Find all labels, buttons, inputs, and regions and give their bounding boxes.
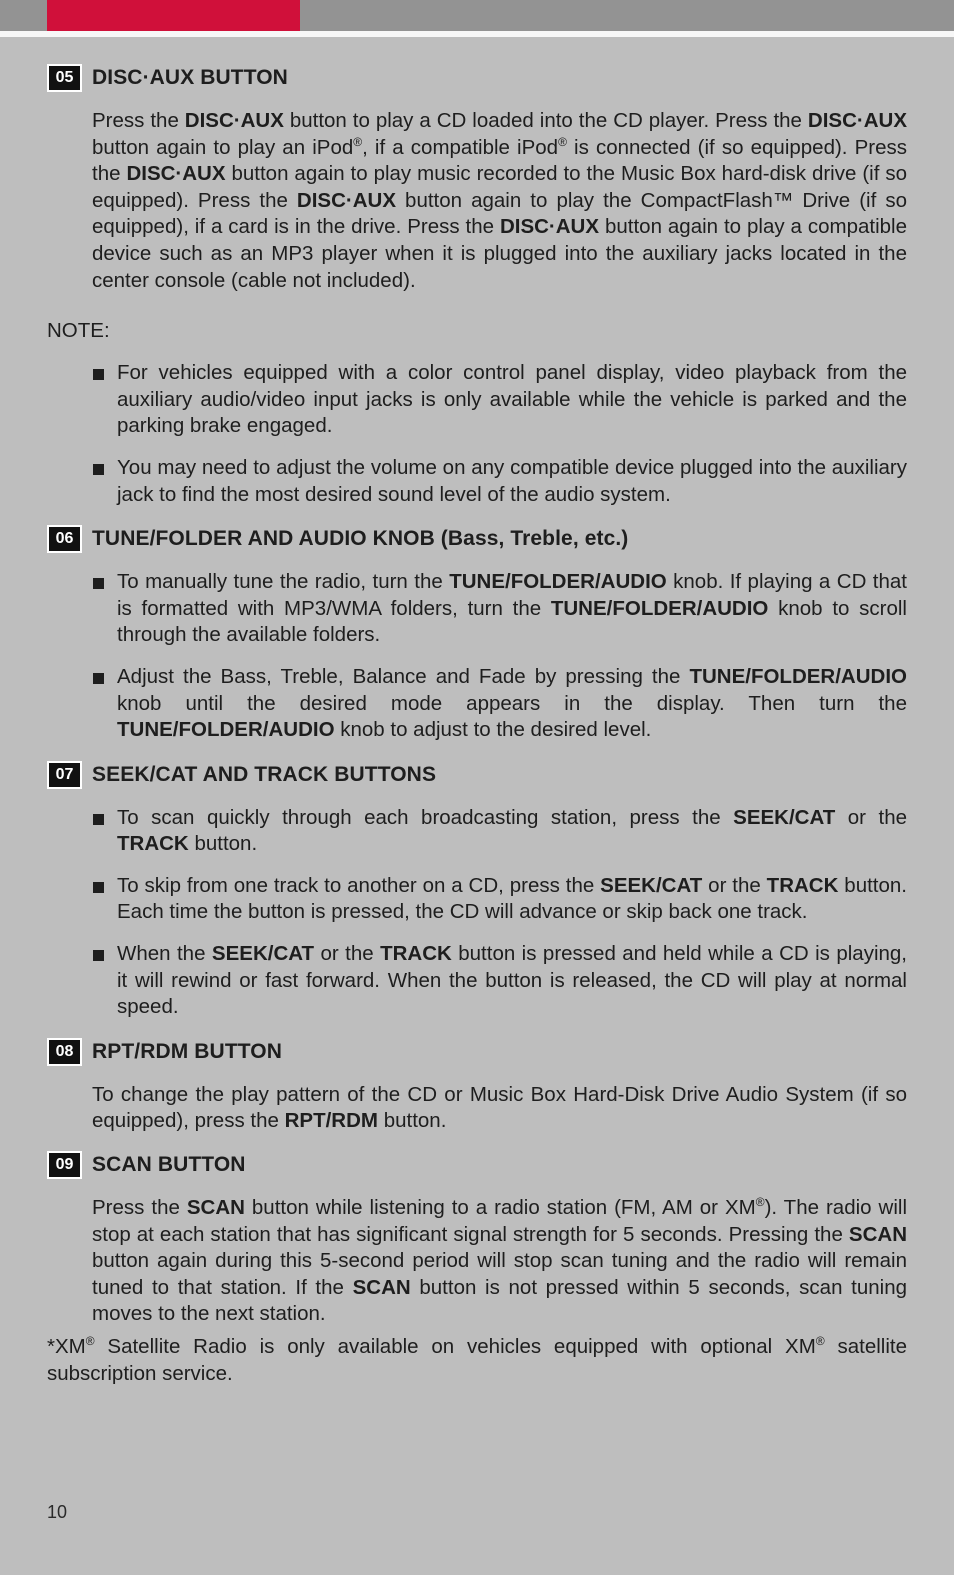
list-item: You may need to adjust the volume on any compatible device plugged into the auxiliary jack to find the most desired sound level of the audio system. — [92, 455, 907, 508]
bullet-list — [92, 805, 907, 1021]
section-heading — [47, 1036, 907, 1068]
footnote: *XM® Satellite Radio is only available on vehicles equipped with optional XM® satellite subscription service. — [47, 1334, 907, 1385]
section-title: SEEK/CAT AND TRACK BUTTONS — [92, 762, 437, 786]
section-rpt-rdm — [47, 1036, 907, 1135]
section-title: TUNE/FOLDER AND AUDIO KNOB (Bass, Treble, etc.) — [92, 527, 629, 551]
page-number: 10 — [47, 1502, 68, 1522]
section-paragraph: To change the play pattern of the CD or Music Box Hard-Disk Drive Audio System (if so equipped), press the RPT/RDM button. — [92, 1082, 907, 1133]
header-rule — [0, 31, 954, 37]
list-item: For vehicles equipped with a color control panel display, video playback from the auxiliary audio/video input jacks is only available while the vehicle is parked and the parking brake engaged. — [92, 360, 907, 440]
section-seek-cat-track — [47, 759, 907, 1021]
header-accent-block — [47, 0, 300, 31]
section-number-badge: 05 — [47, 64, 82, 92]
section-number-badge: 07 — [47, 761, 82, 789]
section-title: RPT/RDM BUTTON — [92, 1039, 282, 1063]
section-title: SCAN BUTTON — [92, 1153, 246, 1177]
section-heading — [47, 759, 907, 791]
header-bar — [0, 0, 954, 31]
section-scan — [47, 1149, 907, 1328]
section-heading — [47, 1149, 907, 1181]
section-paragraph: Press the DISC·AUX button to play a CD loaded into the CD player. Press the DISC·AUX button again to play an iPod®, if a compatible iPod® is connected (if so equipped). Press the DISC·AUX button again to play music recorded to the Music Box hard-disk drive (if so equipped). Press the DISC·AUX button again to play the CompactFlash™ Drive (if so equipped), if a card is in the drive. Press the DISC·AUX button again to play a compatible device such as an MP3 player when it is plugged into the auxiliary jacks located in the center console (cable not included). — [92, 109, 908, 292]
section-title: DISC·AUX BUTTON — [92, 66, 288, 89]
list-item: To skip from one track to another on a CD, press the SEEK/CAT or the TRACK button. Each time the button is pressed, the CD will advance or skip back one track. — [92, 873, 907, 926]
list-item: Adjust the Bass, Treble, Balance and Fade by pressing the TUNE/FOLDER/AUDIO knob until the desired mode appears in the display. Then turn the TUNE/FOLDER/AUDIO knob to adjust to the desired level. — [92, 664, 907, 744]
section-heading — [47, 523, 907, 555]
section-number-badge: 09 — [47, 1151, 82, 1179]
section-number-badge: 06 — [47, 525, 82, 553]
section-number-badge: 08 — [47, 1038, 82, 1066]
list-item: To scan quickly through each broadcasting station, press the SEEK/CAT or the TRACK button. — [92, 805, 907, 858]
note-list — [92, 360, 907, 508]
section-heading — [47, 62, 907, 94]
bullet-list — [92, 569, 907, 744]
section-tune-folder-audio-knob — [47, 523, 907, 744]
list-item: When the SEEK/CAT or the TRACK button is pressed and held while a CD is playing, it will rewind or fast forward. When the button is released, the CD will play at normal speed. — [92, 941, 907, 1021]
page-content — [47, 62, 907, 1387]
section-disc-aux — [47, 62, 907, 508]
note-label: NOTE: — [47, 319, 110, 343]
list-item: To manually tune the radio, turn the TUNE/FOLDER/AUDIO knob. If playing a CD that is formatted with MP3/WMA folders, turn the TUNE/FOLDER/AUDIO knob to scroll through the available folders. — [92, 569, 907, 649]
section-paragraph: Press the SCAN button while listening to a radio station (FM, AM or XM®). The radio will stop at each station that has significant signal strength for 5 seconds. Pressing the SCAN button again during this 5-second period will stop scan tuning and the radio will remain tuned to that station. If the SCAN button is not pressed within 5 seconds, scan tuning moves to the next station. — [92, 1195, 907, 1326]
